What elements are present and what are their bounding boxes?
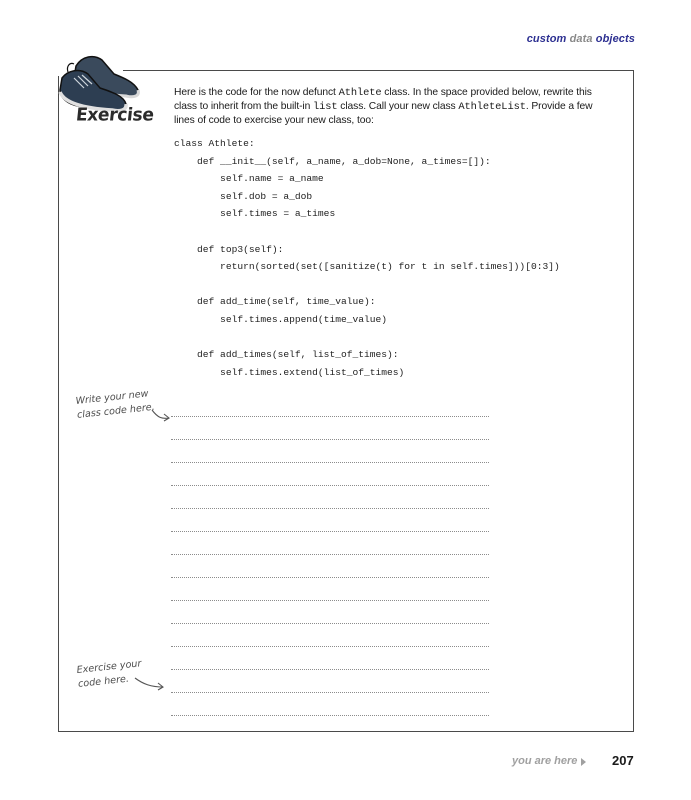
header-word-data: data <box>569 33 593 45</box>
instructions-text <box>174 86 614 128</box>
code-line: def top3(self): <box>174 243 284 255</box>
code-line: self.name = a_name <box>174 173 324 185</box>
instructions-part2: class. In the space provided below, rewrite this class to inherit from the built-in <box>174 87 592 112</box>
answer-line[interactable] <box>171 577 489 578</box>
exercise-label: Exercise <box>74 104 155 126</box>
answer-line[interactable] <box>171 531 489 532</box>
exercise-code-note-line2: code here. <box>77 673 130 690</box>
answer-line[interactable] <box>171 416 489 417</box>
answer-line[interactable] <box>171 600 489 601</box>
answer-line[interactable] <box>171 692 489 693</box>
arrow-icon <box>150 404 174 424</box>
answer-line[interactable] <box>171 715 489 716</box>
code-line: self.dob = a_dob <box>174 190 313 202</box>
answer-line[interactable] <box>171 508 489 509</box>
arrow-icon <box>133 674 167 692</box>
code-line: return(sorted(set([sanitize(t) for t in self.times]))[0:3]) <box>174 261 560 273</box>
exercise-code-note-line1: Exercise your <box>76 658 142 676</box>
code-line: self.times.extend(list_of_times) <box>174 366 405 378</box>
code-line: self.times.append(time_value) <box>174 314 388 325</box>
header-word-objects: objects <box>595 33 635 45</box>
running-header <box>527 33 635 45</box>
instructions-code-list: list <box>313 101 338 113</box>
triangle-right-icon <box>581 758 586 766</box>
you-are-here-label: you are here <box>512 755 578 767</box>
code-line: class Athlete: <box>174 138 255 149</box>
instructions-part1: Here is the code for the now defunct <box>174 87 339 98</box>
answer-line[interactable] <box>171 554 489 555</box>
answer-line[interactable] <box>171 646 489 647</box>
answer-line[interactable] <box>171 439 489 440</box>
class-code-note-line2: class code here. <box>76 401 156 421</box>
instructions-code-athlete: Athlete <box>338 87 382 99</box>
instructions-code-athletelist: AthleteList <box>458 101 526 113</box>
answer-line[interactable] <box>171 669 489 670</box>
answer-line[interactable] <box>171 462 489 463</box>
instructions-part4: . Provide a few lines of code to exercise your new class, too: <box>174 101 593 126</box>
answer-line[interactable] <box>171 485 489 486</box>
code-line: def add_time(self, time_value): <box>174 296 376 308</box>
code-line: def add_times(self, list_of_times): <box>174 349 399 361</box>
answer-line[interactable] <box>171 623 489 624</box>
code-line: def __init__(self, a_name, a_dob=None, a_times=[]): <box>174 155 491 167</box>
instructions-part3: class. Call your new class <box>337 101 459 112</box>
page-number: 207 <box>612 753 634 768</box>
class-code-note-line1: Write your new <box>75 388 149 407</box>
header-word-custom: custom <box>526 33 567 45</box>
code-line: self.times = a_times <box>174 208 336 220</box>
